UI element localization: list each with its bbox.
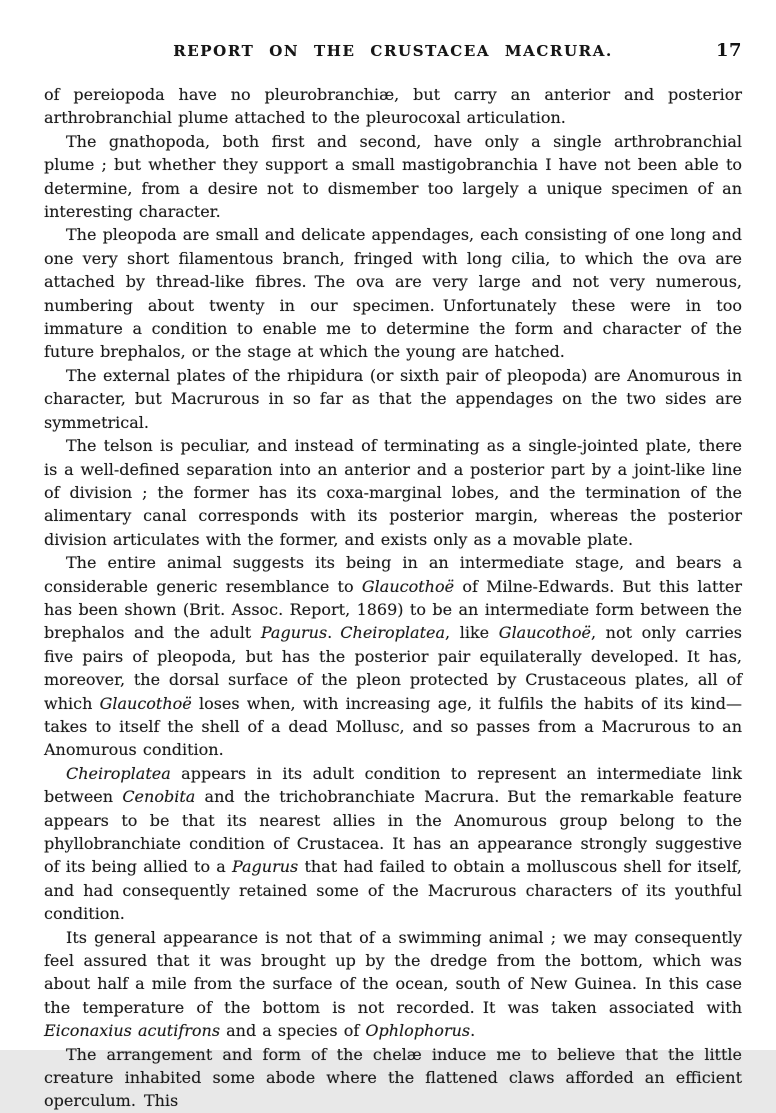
paragraph: The gnathopoda, both first and second, have only a single arthrobranchial plume ; but whether they support a small mastigobranchia I have not been able to determine, from a desire not to dismember too largely a unique specimen of an interesting character. [44,131,742,222]
species-name-italic: Pagurus [231,857,299,877]
species-name-italic: Glaucothoë [361,576,455,596]
paragraph: The pleopoda are small and delicate appendages, each consisting of one long and one very short filamentous branch, fringed with long cilia, to which the ova are attached by thread-like fibres. The ova are very large and not very numerous, numbering about twenty in our specimen. Unfortunately these were in too immature a condition to enable me to determine the form and character of the future brephalos, or the stage at which the young are hatched. [44,225,742,362]
species-name-italic: Cheiroplatea [340,623,446,643]
paragraph: The telson is peculiar, and instead of terminating as a single-jointed plate, there is a well-defined separation into an anterior and a posterior part by a joint-like line of division ; the former has its coxa-marginal lobes, and the termination of the alimentary canal corresponds with its posterior margin, whereas the posterior division articulates with the former, and exists only as a movable plate. [44,436,742,549]
page-body [44,83,742,1113]
paragraph: of pereiopoda have no pleurobranchiæ, but carry an anterior and posterior arthrobranchial plume attached to the pleurocoxal articulation. [44,85,742,128]
paragraph: Its general appearance is not that of a swimming animal ; we may consequently feel assured that it was brought up by the dredge from the bottom, which was about half a mile from the surface of the ocean, south of New Guinea. In this case the temperature of the bottom is not recorded. It was taken associated with Eiconaxius acutifrons and a species of Ophlophorus. [44,927,742,1041]
species-name-italic: Cenobita [122,787,196,807]
page-number: 17 [715,40,742,61]
paragraph: The entire animal suggests its being in an intermediate stage, and bears a considerable generic resemblance to Glaucothoë of Milne-Edwards. But this latter has been shown (Brit. Assoc. Report, 1869) to be an intermediate form between the brephalos and the adult Pagurus. Cheiroplatea, like Glaucothoë, not only carries five pairs of pleopoda, but has the posterior pair equilaterally developed. It has, moreover, the dorsal surface of the pleon protected by Crustaceous plates, all of which Glaucothoë loses when, with increasing age, it fulfils the habits of its kind—takes to itself the shell of a dead Mollusc, and so passes from a Macrurous to an Anomurous condition. [44,553,743,760]
running-head [44,42,742,64]
species-name-italic: Pagurus [260,623,328,643]
species-name-italic: Glaucothoë [99,693,192,713]
species-name-italic: Cheiroplatea [66,763,171,783]
species-name-italic: Glaucothoë [498,623,591,643]
species-name-italic: Eiconaxius acutifrons [44,1021,221,1041]
paragraph: The external plates of the rhipidura (or sixth pair of pleopoda) are Anomurous in character, but Macrurous in so far as that the appendages on the two sides are symmetrical. [44,365,742,432]
paragraph: Cheiroplatea appears in its adult condition to represent an intermediate link between Cenobita and the trichobranchiate Macrura. But the remarkable feature appears to be that its nearest allies in the Anomurous group belong to the phyllobranchiate condition of Crustacea. It has an appearance strongly suggestive of its being allied to a Pagurus that had failed to obtain a molluscous shell for itself, and had consequently retained some of the Macrurous characters of its youthful condition. [44,763,742,924]
paragraph: The arrangement and form of the chelæ induce me to believe that the little creature inhabited some abode where the flattened claws afforded an efficient operculum. This [44,1044,742,1111]
species-name-italic: Ophlophorus [365,1021,471,1041]
page-header-title: REPORT ON THE CRUSTACEA MACRURA. [173,42,613,60]
